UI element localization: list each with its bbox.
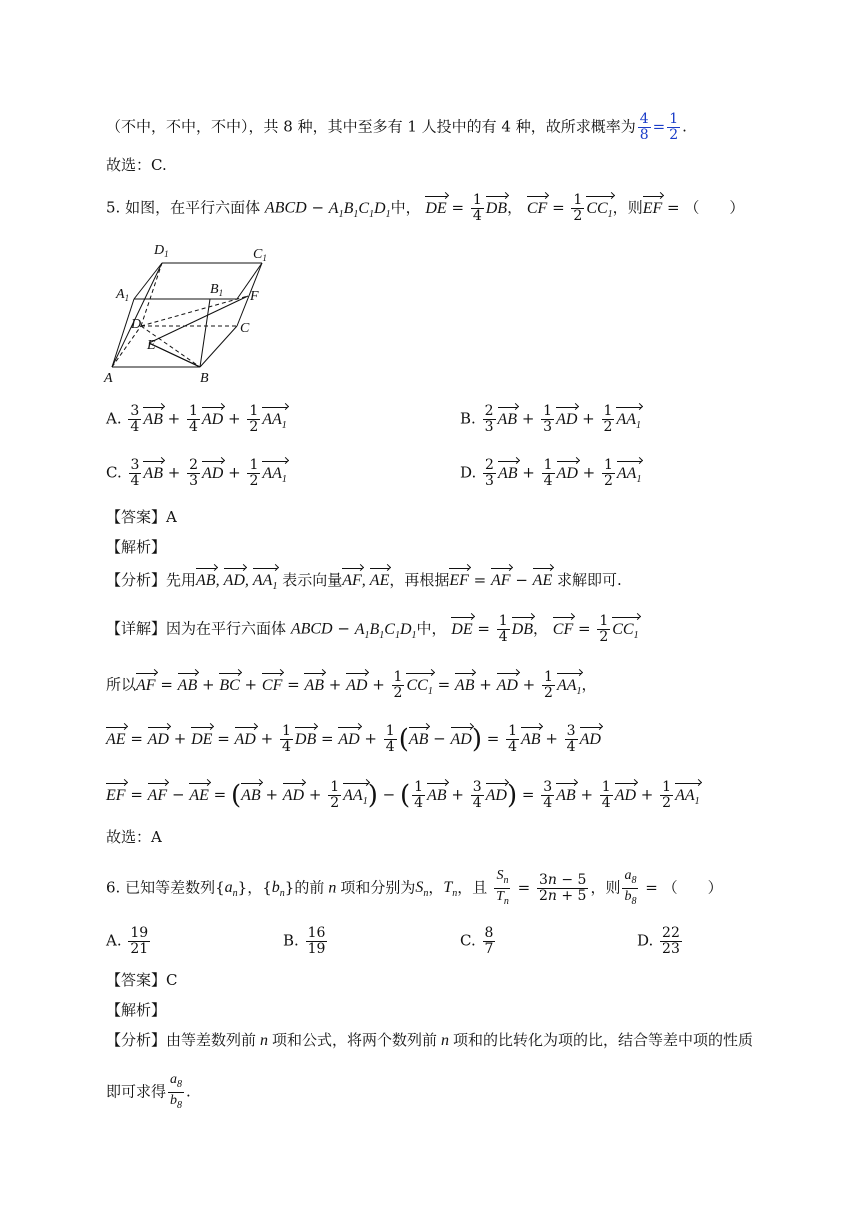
q5-option-a: A. $\frac{3}{4}$ AB + $\frac{1}{4}$ AD + $\frac{1}{2}$ $AA_1$ [106,404,287,438]
label-F: F [250,289,259,304]
fraction: $\frac{4}{8}$ [639,111,649,143]
label-C: C [240,321,250,336]
q5-option-c: C. $\frac{3}{4}$ AB + $\frac{2}{3}$ AD + $\frac{1}{2}$ $AA_1$ [106,458,287,492]
q5-step-af: 所以AF = AB + BC + CF = AB + AD + $\frac{1}{2}$ $CC_1$ = AB + AD + $\frac{1}{2}$ $AA_1$， [106,670,808,704]
q5-step-ef: EF = AF − AE = (AB + AD + $\frac{1}{2}$ $AA_1$) − ( $\frac{1}{4}$ AB + $\frac{3}{4}$ AD) = $\frac{3}{4}$ AB + $\frac{1}{4}$ AD + $\frac{1}{2}$ $AA_1$ [106,780,808,814]
q5-fenxi: 【分析】先用AB, AD, $AA_1$ 表示向量AF, AE，再根据EF = AF − AE 求解即可. [106,566,808,599]
q6-option-c: C. $\frac{8}{7}$ [460,925,494,957]
label-D: D [131,317,142,332]
q6-fenxi: 【分析】由等差数列前 n 项和公式，将两个数列前 n 项和的比转化为项的比，结合等差中项的性质 [106,1031,754,1049]
q6-fenxi-cont: 即可求得 $\frac{a_8}{b_8}$ . [106,1072,191,1111]
q5-step-ae: AE = AD + DE = AD + $\frac{1}{4}$ DB = AD + $\frac{1}{4}$ (AB − AD) = $\frac{1}{4}$ AB + $\frac{3}{4}$ AD [106,723,601,755]
q5-answer: 【答案】A [106,508,177,526]
label-B1: $B_1$ [210,282,224,298]
q6-analysis-label: 【解析】 [106,1001,167,1019]
q5-analysis-label: 【解析】 [106,538,167,556]
q5-stem: 5. 如图，在平行六面体 ABCD − $A_1B_1C_1D_1$中， DE = $\frac{1}{4}$ DB， CF = $\frac{1}{2}$ $CC_1$，则EF = （ ） [106,193,808,227]
q5-xiangjie: 【详解】因为在平行六面体 ABCD − $A_1B_1C_1D_1$中， DE = $\frac{1}{4}$ DB， CF = $\frac{1}{2}$ $CC_1$ [106,614,808,648]
q5-choose: 故选：A [106,828,162,846]
q6-option-d: D. $\frac{22}{23}$ [637,925,680,957]
q5-option-d: D. $\frac{2}{3}$ AB + $\frac{1}{4}$ AD + $\frac{1}{2}$ $AA_1$ [460,458,641,492]
parallelepiped-figure [100,236,290,388]
label-C1: $C_1$ [253,247,267,263]
fraction: $\frac{1}{2}$ [669,111,679,143]
label-E: E [147,338,156,353]
q6-option-b: B. $\frac{16}{19}$ [283,925,326,957]
q6-answer: 【答案】C [106,971,178,989]
label-D1: $D_1$ [154,243,169,259]
q5-option-b: B. $\frac{2}{3}$ AB + $\frac{1}{3}$ AD + $\frac{1}{2}$ $AA_1$ [460,404,641,438]
prev-solution-line: （不中，不中，不中），共 8 种，其中至多有 1 人投中的有 4 种，故所求概率为 $\frac{4}{8}$ = $\frac{1}{2}$ . [106,111,687,143]
q6-stem: 6. 已知等差数列$\{a_n\}$，$\{b_n\}$的前 n 项和分别为$S_n$，$T_n$，且 $\frac{S_n}{T_n}$ = $\frac{3n - 5}{2n + 5}$ ，则 $\frac{a_8}{b_8}$ = （ ） [106,868,723,907]
prev-choose: 故选：C. [106,156,167,174]
label-A: A [104,371,113,386]
label-A1: $A_1$ [116,287,130,303]
label-B: B [200,371,209,386]
q6-option-a: A. $\frac{19}{21}$ [106,925,149,957]
